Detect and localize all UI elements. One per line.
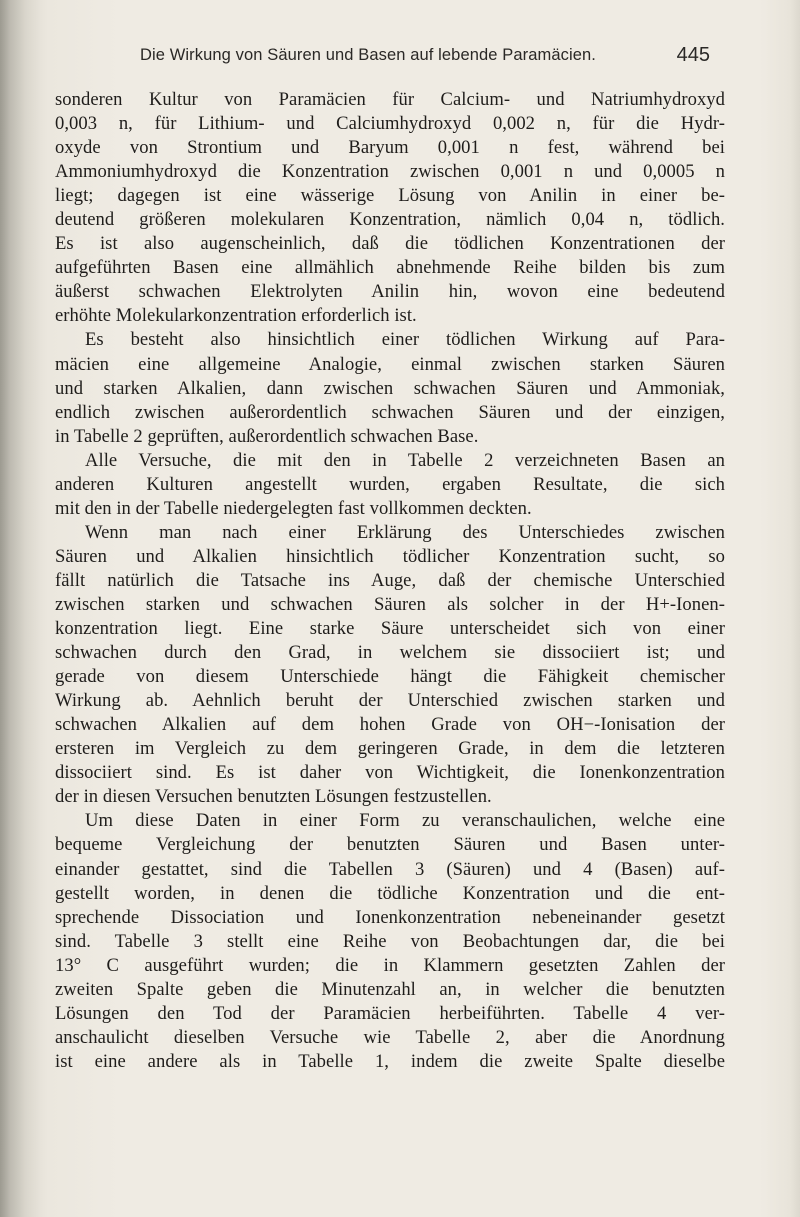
- text-line: fällt natürlich die Tatsache ins Auge, daß der chemische Unterschied: [55, 569, 725, 591]
- text-line: anderen Kulturen angestellt wurden, ergaben Resultate, die sich: [55, 473, 725, 495]
- text-line: oxyde von Strontium und Baryum 0,001 n fest, während bei: [55, 137, 725, 159]
- text-line: Lösungen den Tod der Paramäcien herbeiführten. Tabelle 4 ver-: [55, 1002, 725, 1024]
- running-header: [140, 46, 740, 72]
- text-line: sind. Tabelle 3 stellt eine Reihe von Beobachtungen dar, die bei: [55, 930, 725, 952]
- text-line: gerade von diesem Unterschiede hängt die Fähigkeit chemischer: [55, 666, 725, 688]
- text-line: Ammoniumhydroxyd die Konzentration zwischen 0,001 n und 0,0005 n: [55, 161, 725, 183]
- text-line: endlich zwischen außerordentlich schwachen Säuren und der einzigen,: [55, 401, 725, 423]
- text-line: äußerst schwachen Elektrolyten Anilin hin, wovon eine bedeutend: [55, 281, 725, 303]
- text-line: mäcien eine allgemeine Analogie, einmal zwischen starken Säuren: [55, 353, 725, 375]
- text-line: Um diese Daten in einer Form zu veranschaulichen, welche eine: [85, 810, 725, 832]
- text-line: anschaulicht dieselben Versuche wie Tabelle 2, aber die Anordnung: [55, 1026, 725, 1048]
- text-line: der in diesen Versuchen benutzten Lösungen festzustellen.: [55, 786, 492, 808]
- text-line: einander gestattet, sind die Tabellen 3 (Säuren) und 4 (Basen) auf-: [55, 858, 725, 880]
- text-line: schwachen Alkalien auf dem hohen Grade von OH−-Ionisation der: [55, 714, 725, 736]
- text-line: deutend größeren molekularen Konzentration, nämlich 0,04 n, tödlich.: [55, 209, 725, 231]
- text-line: ist eine andere als in Tabelle 1, indem die zweite Spalte dieselbe: [55, 1050, 725, 1072]
- text-line: ersteren im Vergleich zu dem geringeren Grade, in dem die letzteren: [55, 738, 725, 760]
- text-line: schwachen durch den Grad, in welchem sie dissociiert ist; und: [55, 642, 725, 664]
- text-line: Alle Versuche, die mit den in Tabelle 2 verzeichneten Basen an: [85, 449, 725, 471]
- text-line: Säuren und Alkalien hinsichtlich tödlicher Konzentration sucht, so: [55, 545, 725, 567]
- text-line: Wenn man nach einer Erklärung des Unterschiedes zwischen: [85, 521, 725, 543]
- text-line: und starken Alkalien, dann zwischen schwachen Säuren und Ammoniak,: [55, 377, 725, 399]
- text-line: sprechende Dissociation und Ionenkonzentration nebeneinander gesetzt: [55, 906, 725, 928]
- page-number: 445: [676, 44, 710, 66]
- text-line: liegt; dagegen ist eine wässerige Lösung von Anilin in einer be-: [55, 185, 725, 207]
- text-line: Wirkung ab. Aehnlich beruht der Unterschied zwischen starken und: [55, 690, 725, 712]
- text-line: aufgeführten Basen eine allmählich abnehmende Reihe bilden bis zum: [55, 257, 725, 279]
- text-line: konzentration liegt. Eine starke Säure unterscheidet sich von einer: [55, 618, 725, 640]
- text-line: bequeme Vergleichung der benutzten Säuren und Basen unter-: [55, 834, 725, 856]
- text-line: in Tabelle 2 geprüften, außerordentlich schwachen Base.: [55, 425, 479, 447]
- running-title: Die Wirkung von Säuren und Basen auf lebende Paramäcien.: [140, 46, 596, 64]
- text-line: gestellt worden, in denen die tödliche Konzentration und die ent-: [55, 882, 725, 904]
- body-text: [55, 88, 725, 1074]
- text-line: zwischen starken und schwachen Säuren als solcher in der H+-Ionen-: [55, 593, 725, 615]
- text-line: dissociiert sind. Es ist daher von Wichtigkeit, die Ionenkonzentration: [55, 762, 725, 784]
- text-line: Es besteht also hinsichtlich einer tödlichen Wirkung auf Para-: [85, 329, 725, 351]
- text-line: 0,003 n, für Lithium- und Calciumhydroxyd 0,002 n, für die Hydr-: [55, 113, 725, 135]
- text-line: Es ist also augenscheinlich, daß die tödlichen Konzentrationen der: [55, 233, 725, 255]
- text-line: mit den in der Tabelle niedergelegten fast vollkommen deckten.: [55, 497, 532, 519]
- text-line: zweiten Spalte geben die Minutenzahl an, in welcher die benutzten: [55, 978, 725, 1000]
- page-spine-shadow: [0, 0, 40, 1217]
- text-line: 13° C ausgeführt wurden; die in Klammern gesetzten Zahlen der: [55, 954, 725, 976]
- text-line: erhöhte Molekularkonzentration erforderlich ist.: [55, 305, 417, 327]
- text-line: sonderen Kultur von Paramäcien für Calcium- und Natriumhydroxyd: [55, 89, 725, 110]
